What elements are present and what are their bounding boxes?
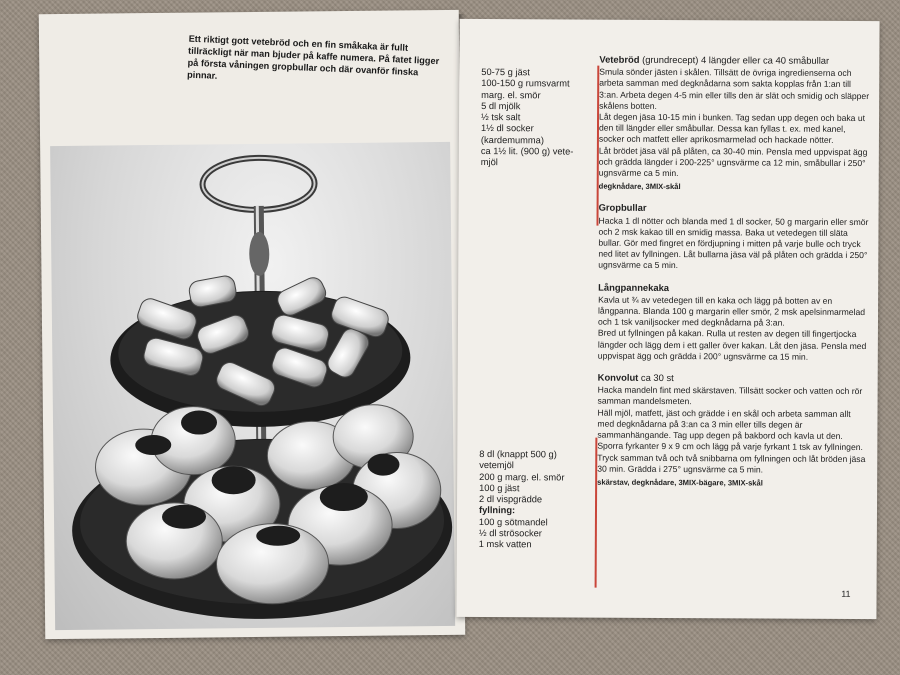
recipe-title-text: Konvolut bbox=[597, 371, 639, 383]
recipe-title bbox=[598, 372, 870, 385]
ingredient-line: 2 dl vispgrädde bbox=[479, 494, 543, 505]
ingredient-line: 200 g marg. el. smör bbox=[479, 471, 565, 483]
recipe-text: Smula sönder jästen i skålen. Tillsätt de övriga ingredienserna och arbeta samman med degknådarna som sakta kopplas från 1:an till 3:an. Arbeta degen 4-5 min eller tills den är slät och smidig och släpper skålens botten. Låt degen jäsa 10-15 min i bunken. Tag sedan upp degen och baka ut den till längder eller småbullar. Dessa kan fyllas t. ex. med kanel, socker och matfett eller aprikosmarmelad och hackade nötter. Låt brödet jäsa väl på plåten, ca 30-40 min. Pensla med uppvispat ägg och grädda längder i 200-225° ugnsvärme ca 12 min, småbullar i 250° ugnsvärme ca 5 min. bbox=[598, 66, 870, 179]
recipe-title bbox=[599, 54, 871, 67]
ingredients-konvolut bbox=[479, 449, 600, 551]
cake-stand-illustration bbox=[50, 142, 455, 630]
ingredient-line: vetemjöl bbox=[479, 460, 514, 471]
recipe-subtitle: (grundrecept) 4 längder eller ca 40 småbullar bbox=[639, 53, 830, 66]
right-page bbox=[456, 19, 879, 619]
recipe-gropbullar bbox=[598, 202, 870, 273]
recipe-title: Långpannekaka bbox=[598, 281, 670, 293]
page-number: 11 bbox=[841, 588, 851, 599]
ingredient-heading: fyllning: bbox=[478, 505, 516, 516]
ingredient-line: 100 g sötmandel bbox=[478, 516, 548, 528]
ingredient-line: 5 dl mjölk bbox=[481, 100, 521, 112]
recipe-tools: degknådare, 3MIX-skål bbox=[598, 181, 681, 192]
recipe-text: Kavla ut ¾ av vetedegen till en kaka och lägg på botten av en långpanna. Blanda 100 g margarin eller smör, 2 msk apelsinmarmelad och 1 tsk vaniljsocker med degknådarna på 3:an. Bred ut fyllningen på kakan. Rulla ut resten av degen till fingertjocka längder och lägg dem i ett galler över kakan. Låt den jäsa. Pensla med uppvispat ägg och grädda i 200° ugnsvärme ca 15 min. bbox=[597, 294, 867, 362]
ingredient-line: 50-75 g jäst bbox=[481, 67, 530, 78]
ingredient-line: ½ tsk salt bbox=[481, 112, 521, 123]
ingredient-line: ca 1½ lit. (900 g) vete- bbox=[480, 146, 574, 157]
recipe-subtitle: ca 30 st bbox=[638, 371, 674, 384]
recipe-title-text: Vetebröd bbox=[599, 53, 640, 65]
ingredient-line: (kardemumma) bbox=[480, 134, 544, 146]
ingredient-line: marg. el. smör bbox=[481, 89, 541, 100]
ingredient-line: 100-150 g rumsvarmt bbox=[481, 78, 570, 89]
recipe-konvolut bbox=[597, 372, 870, 489]
recipe-vetebrod bbox=[599, 54, 872, 194]
ingredient-line: 8 dl (knappt 500 g) bbox=[479, 449, 557, 460]
ingredient-line: mjöl bbox=[480, 157, 498, 168]
ingredient-line: 1 msk vatten bbox=[478, 539, 532, 550]
recipe-column bbox=[597, 54, 871, 500]
recipe-text: Hacka 1 dl nötter och blanda med 1 dl socker, 50 g margarin eller smör och 2 msk kakao till en smidig massa. Baka ut vetedegen till släta bullar. Gör med fingret en fördjupning i mitten på varje bulle och tryck ned litet av fyllningen. Låt bullarna jäsa väl på plåten och grädda i 250° ugnsvärme ca 5 min. bbox=[598, 215, 869, 271]
left-page bbox=[39, 10, 466, 639]
ingredient-line: ½ dl strösocker bbox=[478, 528, 542, 539]
recipe-langpannekaka bbox=[598, 281, 870, 363]
photo-caption: Ett riktigt gott vetebröd och en fin småkaka är fullt tillräckligt när man bjuder på kaffe numera. På fatet ligger på första våningen gropbullar och där ovanför finska pinnar. bbox=[186, 33, 440, 81]
cake-stand-photo bbox=[50, 142, 455, 630]
ingredient-line: 1½ dl socker bbox=[480, 123, 534, 134]
recipe-title: Gropbullar bbox=[598, 202, 647, 214]
recipe-text: Hacka mandeln fint med skärstaven. Tillsätt socker och vatten och rör samman mandelsmeten. Häll mjöl, matfett, jäst och grädde i en skål och arbeta samman allt med degknådarna på 3:an ca 3 min eller tills degen är sammanhängande. Tag upp degen på bakbord och kavla ut den. Sporra fyrkanter 9 x 9 cm och lägg på varje fyrkant 1 tsk av fyllningen. Tryck samman två och två snibbarna om fyllningen och låt bröden jäsa 30 min. Grädda i 275° ugnsvärme ca 5 min. bbox=[597, 384, 866, 475]
ingredients-vetebrod bbox=[481, 67, 602, 169]
recipe-tools: skärstav, degknådare, 3MIX-bägare, 3MIX-skål bbox=[597, 477, 763, 488]
ingredient-line: 100 g jäst bbox=[479, 482, 520, 494]
